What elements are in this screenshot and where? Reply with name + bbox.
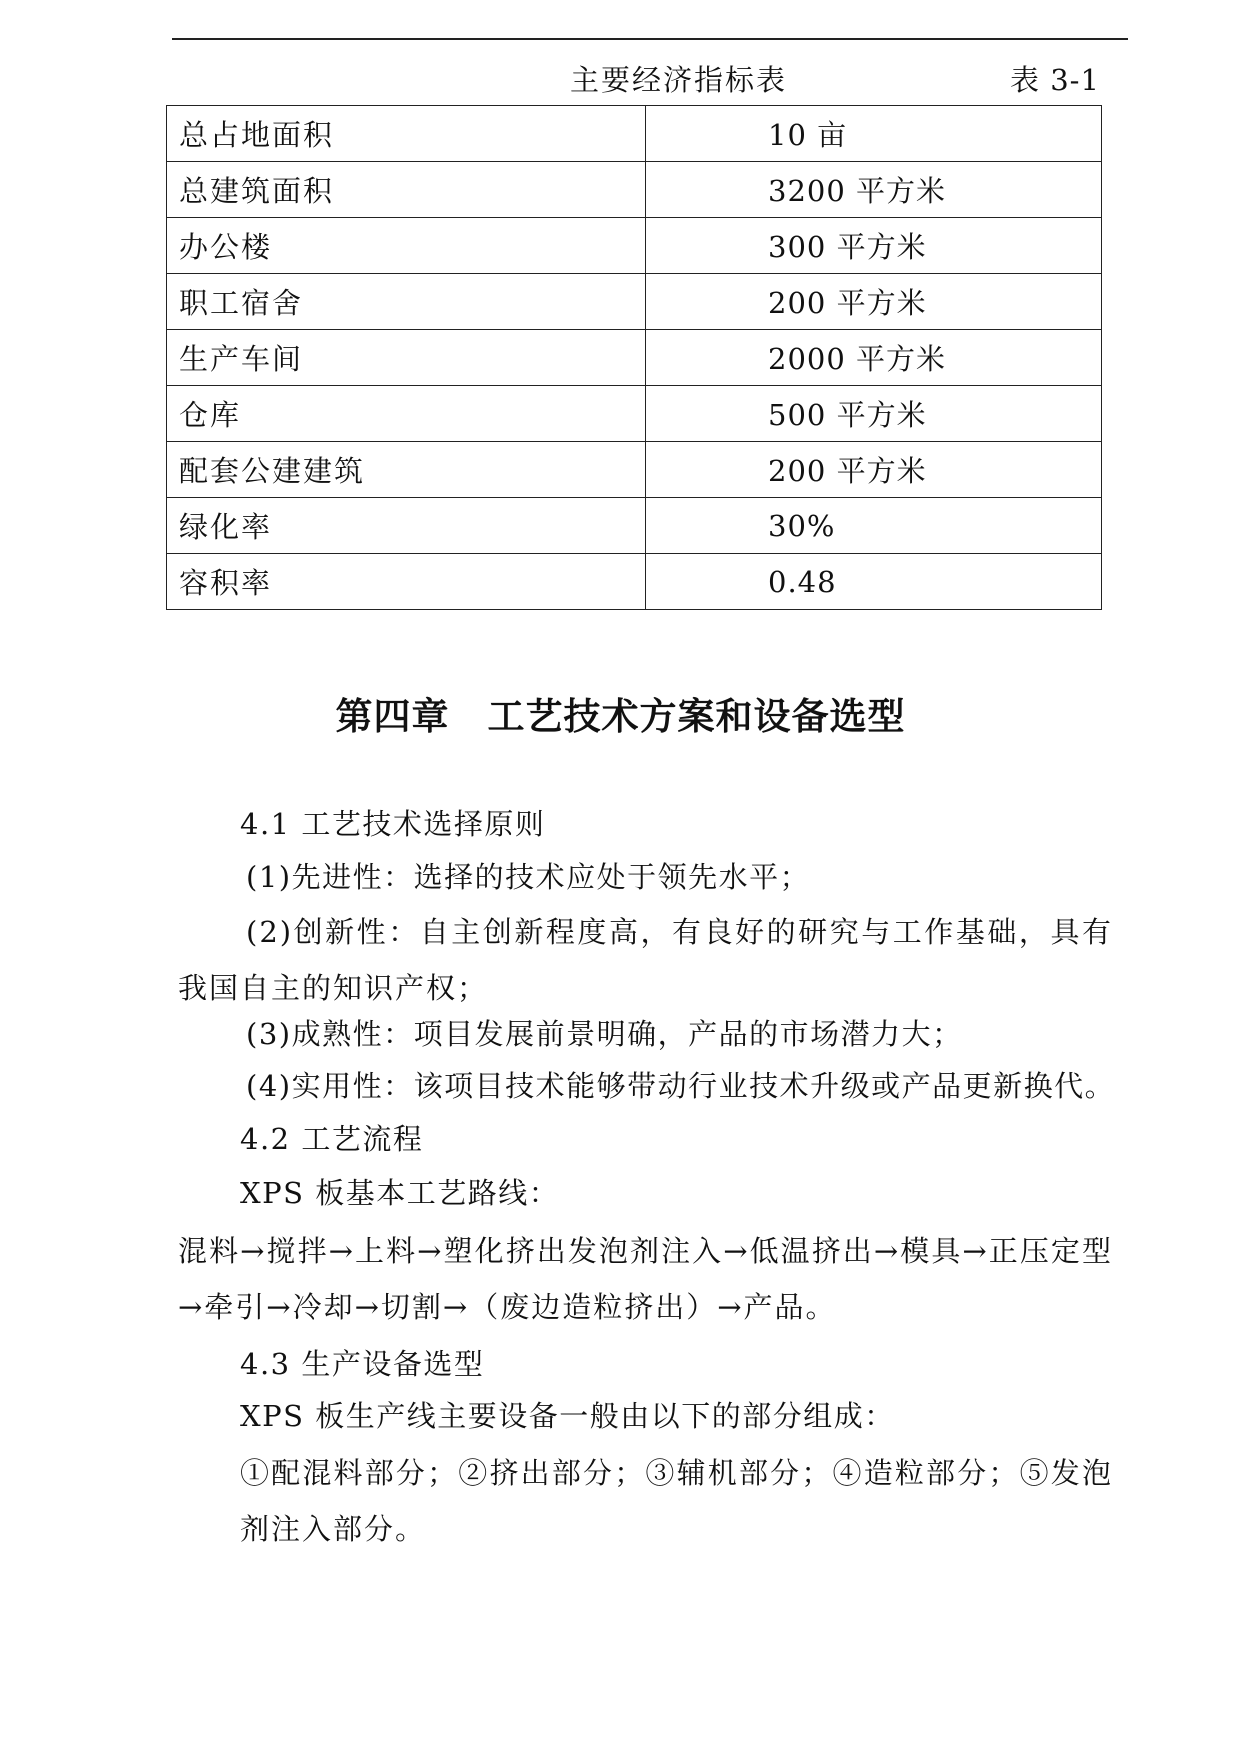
equipment-parts: ①配混料部分；②挤出部分；③辅机部分；④造粒部分；⑤发泡剂注入部分。: [240, 1456, 1113, 1546]
table-number: 表 3-1: [1010, 63, 1100, 97]
chapter-title: 第四章 工艺技术方案和设备选型: [335, 695, 906, 738]
table-row: [167, 554, 1102, 610]
indicator-value: 3200 平方米: [646, 162, 1102, 218]
table-row: [167, 386, 1102, 442]
indicator-name: 仓库: [167, 386, 646, 442]
indicator-name: 总占地面积: [167, 106, 646, 162]
indicator-value: 0.48: [646, 554, 1102, 610]
indicator-value: 300 平方米: [646, 218, 1102, 274]
table-row: [167, 274, 1102, 330]
principle-item: (4)实用性：该项目技术能够带动行业技术升级或产品更新换代。: [246, 1069, 1116, 1103]
table-row: [167, 330, 1102, 386]
indicator-name: 生产车间: [167, 330, 646, 386]
indicator-value: 2000 平方米: [646, 330, 1102, 386]
indicator-name: 容积率: [167, 554, 646, 610]
table-row: [167, 106, 1102, 162]
indicator-value: 30%: [646, 498, 1102, 554]
equipment-intro: XPS 板生产线主要设备一般由以下的部分组成：: [240, 1399, 895, 1433]
principle-item: (3)成熟性：项目发展前景明确，产品的市场潜力大；: [246, 1017, 963, 1051]
table-caption: [0, 58, 1241, 102]
section-heading-4-1: 4.1 工艺技术选择原则: [240, 807, 546, 841]
table-row: [167, 498, 1102, 554]
indicator-name: 办公楼: [167, 218, 646, 274]
process-flow: 混料→搅拌→上料→塑化挤出发泡剂注入→低温挤出→模具→正压定型→牵引→冷却→切割→（废边造粒挤出）→产品。: [178, 1234, 1113, 1324]
indicator-value: 10 亩: [646, 106, 1102, 162]
process-intro: XPS 板基本工艺路线：: [240, 1176, 560, 1210]
table-row: [167, 218, 1102, 274]
indicator-name: 总建筑面积: [167, 162, 646, 218]
table-row: [167, 162, 1102, 218]
header-rule: [172, 38, 1128, 40]
table-title: 主要经济指标表: [570, 63, 788, 97]
section-heading-4-2: 4.2 工艺流程: [240, 1122, 424, 1156]
indicator-value: 200 平方米: [646, 274, 1102, 330]
indicator-value: 500 平方米: [646, 386, 1102, 442]
indicator-name: 配套公建建筑: [167, 442, 646, 498]
economic-indicators-table: [166, 105, 1102, 610]
indicator-name: 职工宿舍: [167, 274, 646, 330]
indicator-name: 绿化率: [167, 498, 646, 554]
indicator-value: 200 平方米: [646, 442, 1102, 498]
principle-item: (2)创新性：自主创新程度高，有良好的研究与工作基础，具有我国自主的知识产权；: [178, 915, 1113, 1005]
table-row: [167, 442, 1102, 498]
section-heading-4-3: 4.3 生产设备选型: [240, 1347, 485, 1381]
principle-item: (1)先进性：选择的技术应处于领先水平；: [246, 860, 811, 894]
